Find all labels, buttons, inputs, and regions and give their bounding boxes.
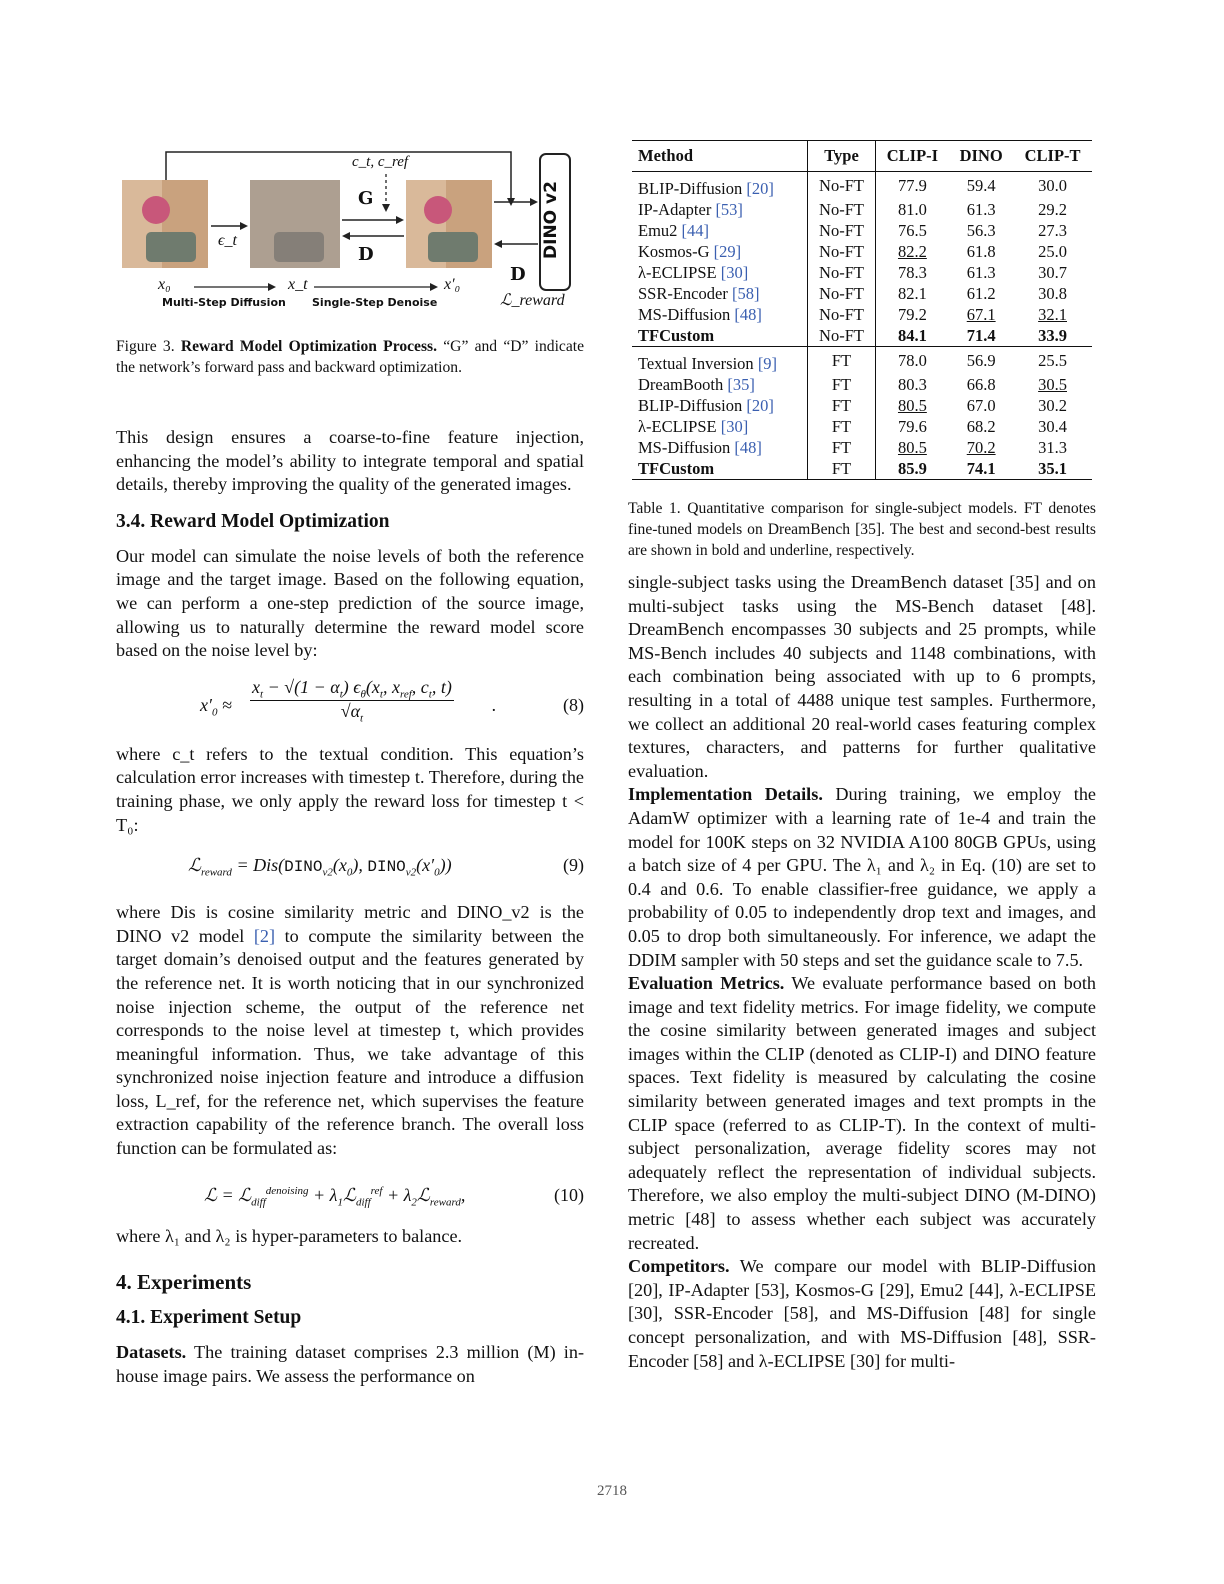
section-4-1-heading: 4.1. Experiment Setup: [116, 1307, 302, 1329]
cell-type: No-FT: [808, 199, 875, 220]
label-multi-step-diffusion: Multi-Step Diffusion: [162, 296, 286, 309]
paragraph-hyperparameters: where λ₁ and λ₂ is hyper-parameters to balance.: [116, 1225, 463, 1246]
label-d-middle: D: [358, 244, 374, 265]
cell-value: 61.3: [966, 262, 996, 282]
figure-3: [116, 140, 584, 320]
cell-value: 84.1: [897, 325, 927, 345]
label-x0-prime: x′₀: [444, 276, 461, 293]
cell-method: TFCustom: [632, 458, 808, 480]
cell-value: 74.1: [966, 458, 996, 478]
cell-value: 76.5: [897, 220, 927, 240]
table-row: [632, 347, 1092, 375]
image-x0: [122, 180, 208, 268]
cell-value: 61.2: [966, 283, 996, 303]
citation[interactable]: [58]: [727, 283, 760, 303]
equation-8-number: (8): [563, 694, 584, 715]
equation-10: ℒ = ℒ$_{diff}^{denoising}$ + $\lambda_1ℒ_{diff}^{ref}$ + $\lambda_2ℒ_{reward}$, (10): [204, 1184, 584, 1209]
paragraph-implementation: Implementation Details. During training, we employ the AdamW optimizer with a learning rate of 1e-4 and train the model for 100K steps on 32 NVIDIA A100 80GB GPUs, using a batch size of 4 per GPU. The λ₁ and λ₂ in Eq. (10) are set to 0.4 and 0.6. To enable classifier-free guidance, we apply a probability of 0.05 to independently drop text and images, and 0.05 to drop both simultaneously. For inference, we adapt the DDIM sampler with 50 steps and set the guidance scale to 7.5.: [628, 784, 1096, 970]
table-row: [632, 262, 1092, 283]
cell-method: MS-Diffusion [48]: [632, 437, 808, 458]
table-row: [632, 241, 1092, 262]
section-4-heading: 4. Experiments: [116, 1270, 252, 1295]
paragraph-textual-condition: where c_t refers to the textual condition. This equation’s calculation error increases with timestep t. Therefore, during the training phase, we only apply the reward loss for timestep t < T₀:: [116, 743, 584, 835]
paragraph-datasets: Datasets. The training dataset comprises 2.3 million (M) in-house image pairs. We assess the performance on: [116, 1342, 584, 1386]
cell-method: BLIP-Diffusion [20]: [632, 172, 808, 200]
header-type: Type: [808, 141, 875, 172]
cell-value: 30.2: [1038, 395, 1067, 415]
cell-value: 29.2: [1038, 199, 1067, 219]
cell-value: 79.2: [897, 304, 927, 324]
left-column: [116, 140, 584, 1388]
header-dino: DINO: [959, 146, 1003, 165]
table-row: [632, 437, 1092, 458]
paragraph-competitors: Competitors. We compare our model with BLIP-Diffusion [20], IP-Adapter [53], Kosmos-G [29], Emu2 [44], λ-ECLIPSE [30], SSR-Encoder [58], and MS-Diffusion [48] for single concept personalization, and with MS-Diffusion [48], SSR-Encoder [58] and λ-ECLIPSE [30] for multi-: [628, 1256, 1097, 1371]
cell-value: 68.2: [966, 416, 996, 436]
header-method: Method: [632, 141, 808, 172]
citation[interactable]: [48]: [730, 437, 762, 457]
label-reward: ℒ_reward: [500, 292, 565, 309]
citation[interactable]: [29]: [709, 241, 742, 261]
citation[interactable]: [48]: [730, 304, 762, 324]
cell-type: No-FT: [808, 325, 875, 347]
cell-value: 80.5: [897, 437, 927, 457]
image-x0-prime: [406, 180, 492, 268]
cell-type: No-FT: [808, 220, 875, 241]
cell-value: 33.9: [1038, 325, 1067, 345]
table-row: [632, 458, 1092, 480]
cell-value: 80.3: [897, 374, 927, 394]
cell-value: 30.5: [1038, 374, 1067, 394]
cell-value: 25.5: [1038, 350, 1067, 370]
equation-9: ℒ$_{reward}$ = $Dis(DINO_{v2}(x_0)$, $DINO_{v2}(x'_0)$) (9): [188, 855, 584, 879]
cell-value: 67.0: [966, 395, 996, 415]
citation[interactable]: [30]: [716, 416, 749, 436]
cell-method: λ-ECLIPSE [30]: [632, 262, 808, 283]
cell-method: SSR-Encoder [58]: [632, 283, 808, 304]
cell-value: 30.7: [1038, 262, 1067, 282]
cell-method: IP-Adapter [53]: [632, 199, 808, 220]
paragraph-design: This design ensures a coarse-to-fine feature injection, enhancing the model’s ability to integrate temporal and spatial details, thereby improving the quality of the generated images.: [116, 427, 584, 495]
cell-type: No-FT: [808, 241, 875, 262]
cell-value: 30.8: [1038, 283, 1067, 303]
cell-value: 32.1: [1038, 304, 1067, 324]
cell-value: 30.0: [1038, 175, 1067, 195]
cell-type: FT: [808, 395, 875, 416]
table-row: [632, 304, 1092, 325]
label-d-right: D: [510, 264, 526, 285]
paragraph-benchmarks: single-subject tasks using the DreamBench dataset [35] and on multi-subject tasks using the MS-Bench dataset [48]. DreamBench encompasses 30 subjects and 25 prompts, while MS-Bench includes 40 subjects and 1148 combinations, with each combination being associated with up to 6 prompts, resulting in a total of 4488 unique test samples. Furthermore, we collect an additional 20 real-world cases featuring complex textures, characters, and patterns for further qualitative evaluation.: [628, 572, 1096, 781]
cell-value: 67.1: [966, 304, 996, 324]
cell-method: Emu2 [44]: [632, 220, 808, 241]
cell-method: λ-ECLIPSE [30]: [632, 416, 808, 437]
table-row: [632, 283, 1092, 304]
citation[interactable]: [44]: [677, 220, 710, 240]
cell-value: 82.1: [897, 283, 927, 303]
right-column: [628, 140, 1096, 1373]
table-body: [632, 172, 1092, 480]
cell-value: 66.8: [966, 374, 996, 394]
cell-type: FT: [808, 458, 875, 480]
label-c-t-c-ref: c_t, c_ref: [352, 154, 409, 170]
cell-value: 80.5: [897, 395, 927, 415]
cell-method: BLIP-Diffusion [20]: [632, 395, 808, 416]
cell-value: 31.3: [1038, 437, 1067, 457]
cell-value: 61.3: [966, 199, 996, 219]
cell-type: No-FT: [808, 262, 875, 283]
equation-8: $x'_0$ ≈ $x_t - √(1 - \alpha_t)$ $\epsilon_\theta(x_t$, $x_{ref}$, $c_t$, t) $√\alpha_t$ . (8): [200, 676, 584, 725]
cell-type: FT: [808, 374, 875, 395]
citation[interactable]: [35]: [723, 374, 755, 394]
header-clip-t: CLIP-T: [1024, 146, 1081, 165]
cell-value: 78.0: [897, 350, 927, 370]
label-epsilon-t: ϵ_t: [218, 232, 237, 249]
cell-value: 25.0: [1038, 241, 1067, 261]
cell-type: No-FT: [808, 283, 875, 304]
cell-value: 59.4: [966, 175, 996, 195]
cell-value: 79.6: [897, 416, 927, 436]
table-1: [632, 140, 1092, 480]
table-row: [632, 172, 1092, 200]
cell-value: 71.4: [966, 325, 996, 345]
equation-10-number: (10): [554, 1184, 584, 1205]
table-row: [632, 325, 1092, 347]
cell-type: FT: [808, 416, 875, 437]
citation[interactable]: [20]: [742, 178, 774, 198]
cell-value: 56.9: [966, 350, 996, 370]
label-single-step-denoise: Single-Step Denoise: [312, 296, 438, 309]
cell-type: FT: [808, 347, 875, 375]
citation[interactable]: [20]: [742, 395, 774, 415]
image-xt: [250, 180, 340, 268]
label-xt: x_t: [288, 276, 308, 293]
page-number: 2718: [597, 1483, 627, 1499]
cell-value: 56.3: [966, 220, 996, 240]
table-1-caption: Table 1. Quantitative comparison for single-subject models. FT denotes fine-tuned models on DreamBench [35]. The best and second-best results are shown in bold and underline, respectively.: [628, 500, 1096, 559]
label-g: G: [358, 188, 374, 209]
citation[interactable]: [9]: [753, 353, 778, 373]
cell-type: No-FT: [808, 304, 875, 325]
cell-value: 82.2: [897, 241, 927, 261]
cell-value: 35.1: [1038, 458, 1067, 478]
citation[interactable]: [30]: [716, 262, 749, 282]
cell-method: DreamBooth [35]: [632, 374, 808, 395]
cell-value: 85.9: [897, 458, 927, 478]
citation-2[interactable]: [2]: [253, 925, 276, 946]
cell-method: TFCustom: [632, 325, 808, 347]
table-row: [632, 220, 1092, 241]
section-3-4-heading: 3.4. Reward Model Optimization: [116, 510, 390, 532]
cell-value: 78.3: [897, 262, 927, 282]
cell-value: 27.3: [1038, 220, 1067, 240]
header-clip-i: CLIP-I: [886, 146, 939, 165]
paragraph-reward-model: Our model can simulate the noise levels of both the reference image and the target image. Based on the following equation, we can perform a one-step prediction of the source image, allowing us to naturally determine the reward model score based on the noise level by:: [116, 545, 584, 661]
citation[interactable]: [53]: [711, 199, 743, 219]
equation-9-number: (9): [563, 855, 584, 876]
label-dino-v2: DINO v2: [540, 181, 561, 259]
cell-type: FT: [808, 437, 875, 458]
cell-value: 70.2: [966, 437, 996, 457]
paragraph-evaluation: Evaluation Metrics. We evaluate performance based on both image and text fidelity metrics. For image fidelity, we compute the cosine similarity between generated images and subject images within the CLIP (denoted as CLIP-I) and DINO feature spaces. Text fidelity is measured by calculating the cosine similarity between generated images and text prompts in the CLIP space (referred to as CLIP-T). In the context of multi-subject personalization, average fidelity scores may not adequately reflect the representation of individual subjects. Therefore, we also employ the multi-subject DINO (M-DINO) metric [48] to assess whether each subject was accurately recreated.: [628, 973, 1097, 1253]
table-header-row: [632, 141, 1092, 172]
cell-method: MS-Diffusion [48]: [632, 304, 808, 325]
cell-method: Kosmos-G [29]: [632, 241, 808, 262]
table-row: [632, 199, 1092, 220]
cell-method: Textual Inversion [9]: [632, 347, 808, 375]
cell-type: No-FT: [808, 172, 875, 200]
cell-value: 30.4: [1038, 416, 1067, 436]
figure-3-caption: Figure 3. Reward Model Optimization Process. “G” and “D” indicate the network’s forward pass and backward optimization.: [116, 338, 585, 376]
cell-value: 81.0: [897, 199, 927, 219]
paragraph-dino: where Dis is cosine similarity metric and DINO_v2 is the DINO v2 model [2] to compute the similarity between the target domain’s denoised output and the features generated by the reference net. It is worth noticing that in our synchronized noise injection scheme, the output of the reference net corresponds to the noise level at timestep t, which provides meaningful information. Thus, we take advantage of this synchronized noise injection feature and introduce a diffusion loss, L_ref, for the reference net, which supervises the feature extraction capability of the reference branch. The overall loss function can be formulated as:: [116, 902, 584, 1159]
table-row: [632, 374, 1092, 395]
table-row: [632, 416, 1092, 437]
cell-value: 77.9: [897, 175, 927, 195]
table-row: [632, 395, 1092, 416]
label-x0: x₀: [158, 276, 171, 293]
cell-value: 61.8: [966, 241, 996, 261]
